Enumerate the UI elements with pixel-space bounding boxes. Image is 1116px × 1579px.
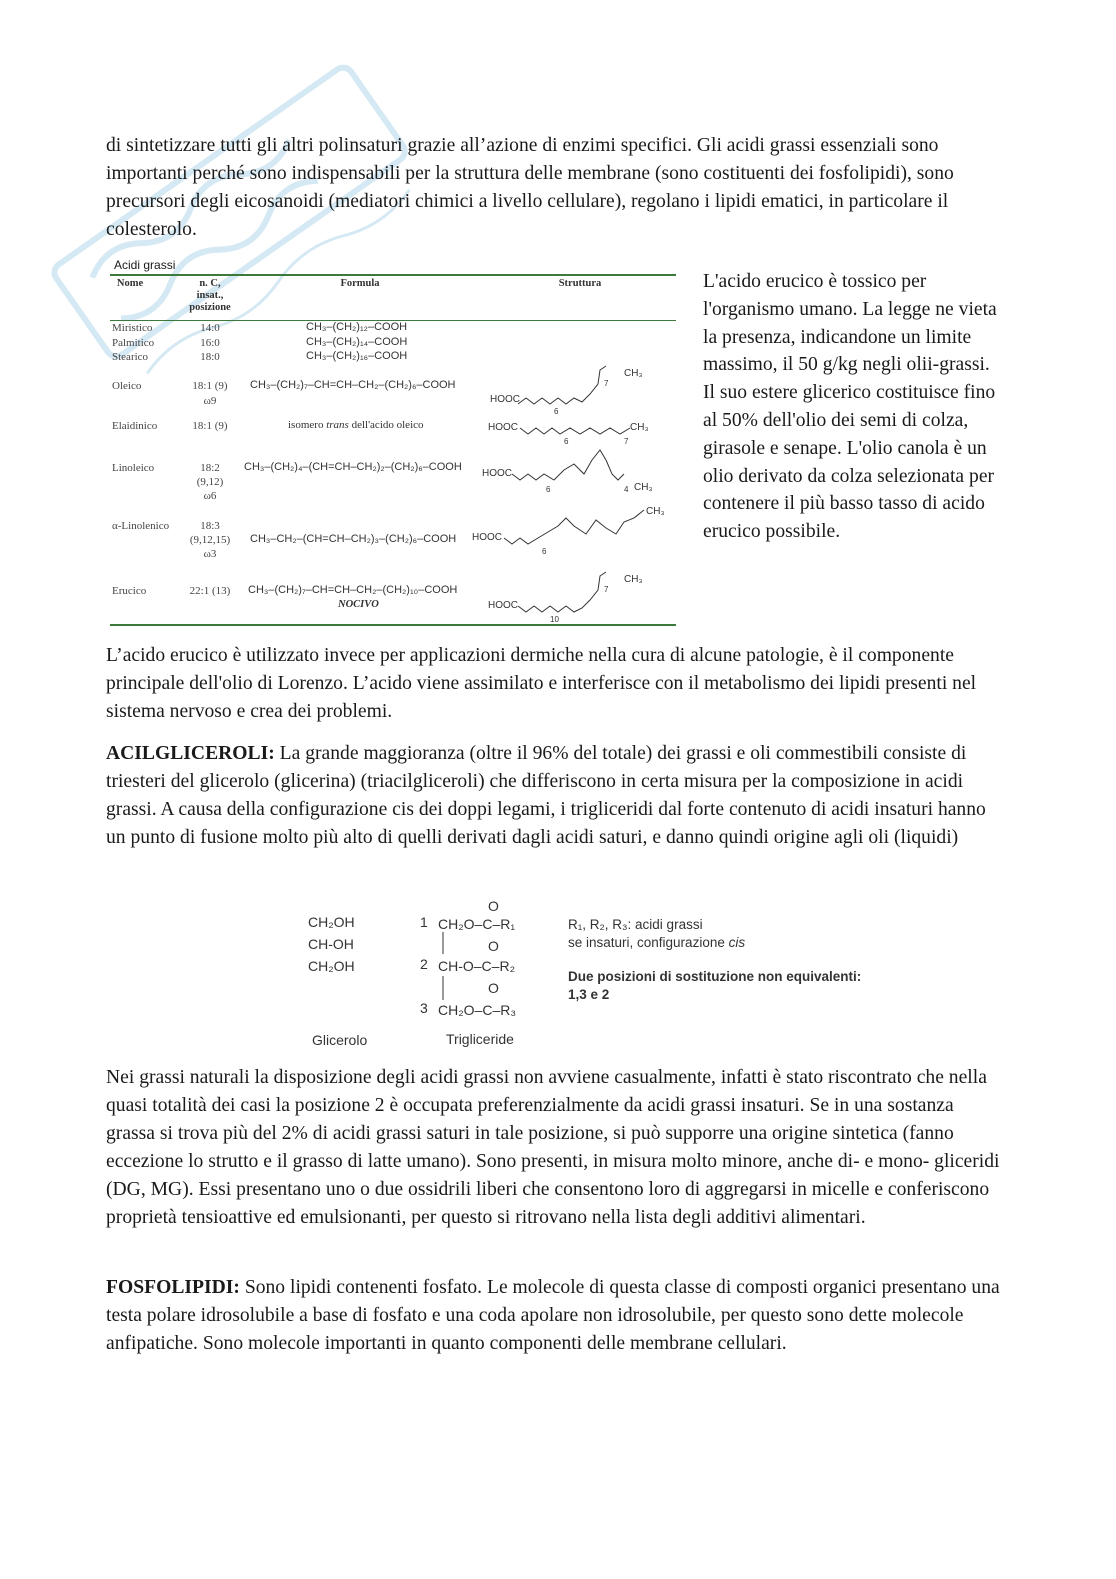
glycerol-line: CH₂OH [308, 958, 355, 974]
row-formula: CH₃–(CH₂)₇–CH=CH–CH₂–(CH₂)₁₀–COOH [248, 584, 458, 596]
row-name: Miristico [112, 322, 153, 334]
row-nc: 18:1 (9) [192, 420, 228, 432]
row-formula: CH₃–(CH₂)₁₆–COOH [306, 350, 408, 362]
row-nc: 18:3 [200, 520, 220, 532]
svg-text:CH₃: CH₃ [646, 506, 665, 517]
note-line: R₁, R₂, R₃: acidi grassi [568, 917, 703, 932]
tri-line: CH₂O–C–R₃ [438, 1002, 517, 1018]
paragraph-acylglycerols: ACILGLICEROLI: La grande maggioranza (oltre il 96% del totale) dei grassi e oli commestibili consiste di triesteri del glicerolo (glicerina) (triacilgliceroli) che differiscono in certa misura per la composizione in acidi grassi. A causa della configurazione cis dei doppi legami, i trigliceridi dal forte contenuto di acidi insaturi hanno un punto di fusione molto più alto di quelli derivati dagli acidi saturi, e danno quindi origine agli oli (liquidi) [106, 743, 986, 848]
header-nc: n. C, insat., posizione [189, 278, 231, 313]
svg-text:6: 6 [564, 437, 569, 446]
row-nc: 14:0 [200, 322, 220, 334]
row-name: Stearico [112, 351, 149, 363]
row-nc-positions: (9,12,15) [189, 534, 231, 546]
row-nc: 22:1 (13) [189, 585, 231, 597]
row-formula: CH₃–(CH₂)₁₄–COOH [306, 336, 408, 348]
heading-acylglycerols: ACILGLICEROLI: [106, 743, 275, 764]
header-name: Nome [116, 278, 144, 289]
row-formula: CH₃–CH₂–(CH=CH–CH₂)₃–(CH₂)₆–COOH [250, 533, 457, 545]
tri-number: 1 [420, 914, 428, 930]
oxygen-label: O [488, 938, 499, 954]
row-name: Elaidinico [112, 420, 158, 432]
note-line: se insaturi, configurazione cis [568, 935, 746, 950]
row-nc: 16:0 [200, 337, 220, 349]
svg-text:CH₃: CH₃ [634, 482, 653, 493]
glycerol-triglyceride-figure [300, 890, 940, 1060]
oxygen-label: O [488, 898, 499, 914]
svg-text:7: 7 [604, 379, 609, 388]
svg-text:CH₃: CH₃ [624, 368, 643, 379]
paragraph-phospholipids: FOSFOLIPIDI: Sono lipidi contenenti fosfato. Le molecole di questa classe di composti organici presentano una testa polare idrosolubile a base di fosfato e una coda apolare non idrosolubile, per questo sono dette molecole anfipatiche. Sono molecole importanti in quanto componenti delle membrane cellulari. [106, 1277, 1000, 1354]
svg-text:CH₃: CH₃ [630, 422, 649, 433]
svg-text:HOOC: HOOC [488, 422, 518, 433]
oleic-structure [486, 364, 666, 416]
svg-text:10: 10 [550, 615, 559, 624]
linolenic-structure [462, 500, 672, 558]
row-name: Palmitico [112, 337, 155, 349]
table-bottom-rule [110, 624, 676, 626]
erucic-structure [486, 568, 666, 626]
row-nc-omega: ω3 [203, 548, 217, 560]
row-formula: CH₃–(CH₂)₄–(CH=CH–CH₂)₂–(CH₂)₆–COOH [244, 461, 462, 473]
row-name: Oleico [112, 380, 142, 392]
table-title: Acidi grassi [114, 258, 176, 272]
tri-number: 2 [420, 956, 428, 972]
svg-text:CH₃: CH₃ [624, 574, 643, 585]
heading-phospholipids: FOSFOLIPIDI: [106, 1277, 240, 1298]
svg-text:HOOC: HOOC [488, 600, 518, 611]
svg-text:6: 6 [546, 485, 551, 494]
row-nc-omega: ω6 [203, 490, 217, 502]
row-nc-positions: (9,12) [196, 476, 224, 488]
glycerol-caption: Glicerolo [312, 1032, 368, 1048]
svg-text:HOOC: HOOC [482, 468, 512, 479]
svg-text:HOOC: HOOC [472, 532, 502, 543]
svg-text:4: 4 [624, 485, 629, 494]
svg-text:7: 7 [604, 585, 609, 594]
svg-text:6: 6 [554, 407, 559, 416]
svg-text:6: 6 [542, 547, 547, 556]
row-name: α-Linolenico [112, 520, 170, 532]
tri-line: CH-O–C–R₂ [438, 958, 515, 974]
glycerol-line: CH-OH [308, 936, 354, 952]
row-formula: CH₃–(CH₂)₁₂–COOH [306, 321, 408, 333]
row-name: Erucico [112, 585, 147, 597]
oxygen-label: O [488, 980, 499, 996]
header-structure: Struttura [558, 278, 602, 289]
tri-number: 3 [420, 1000, 428, 1016]
row-nc: 18:2 [200, 462, 220, 474]
note-line: Due posizioni di sostituzione non equivalenti: [568, 969, 862, 984]
row-nc-omega: ω9 [203, 395, 217, 407]
row-nc: 18:1 (9) [192, 380, 228, 392]
paragraph-natural-fats: Nei grassi naturali la disposizione degli acidi grassi non avviene casualmente, infatti è stato riscontrato che nella quasi totalità dei casi la posizione 2 è occupata preferenzialmente da acidi grassi insaturi. Se in una sostanza grassa si trova più del 2% di acidi grassi saturi in tale posizione, si può supporre una origine sintetica (fanno eccezione lo strutto e il grasso di latte umano). Sono presenti, in misura molto minore, anche di- e mono- gliceridi (DG, MG). Essi presentano uno o due ossidrili liberi che consentono loro di aggregarsi in micelle e conferiscono proprietà tensioattive ed emulsionanti, per questo si ritrovano nella lista degli additivi alimentari. [106, 1067, 1000, 1228]
tri-line: CH₂O–C–R₁ [438, 916, 516, 932]
fatty-acids-table [110, 258, 676, 628]
row-name: Linoleico [112, 462, 155, 474]
table-top-rule [110, 274, 676, 276]
header-formula: Formula [340, 278, 380, 289]
row-formula: CH₃–(CH₂)₇–CH=CH–CH₂–(CH₂)₆–COOH [250, 379, 456, 391]
note-line: 1,3 e 2 [568, 987, 610, 1002]
tri-backbone [440, 932, 446, 1002]
paragraph-intro: di sintetizzare tutti gli altri polinsaturi grazie all’azione di enzimi specifici. Gli acidi grassi essenziali sono importanti perché sono indispensabili per la struttura delle membrane (sono costituenti dei fosfolipidi), sono precursori degli eicosanoidi (mediatori chimici a livello cellulare), regolano i lipidi ematici, in particolare il colesterolo. [106, 135, 954, 240]
row-note: NOCIVO [338, 599, 379, 610]
triglyceride-caption: Trigliceride [446, 1031, 514, 1047]
row-nc: 18:0 [200, 351, 220, 363]
glycerol-line: CH₂OH [308, 914, 355, 930]
linoleic-structure [474, 444, 674, 498]
svg-text:HOOC: HOOC [490, 394, 520, 405]
erucic-sidebar-text: L'acido erucico è tossico per l'organismo umano. La legge ne vieta la presenza, indicandone un limite massimo, il 50 g/kg negli olii-grassi. Il suo estere glicerico costituisce fino al 50% dell'olio dei semi di colza, girasole e senape. L'olio canola è un olio derivato da colza selezionata per contenere il più basso tasso di acido erucico possibile. [703, 271, 997, 543]
paragraph-erucic-use: L’acido erucico è utilizzato invece per applicazioni dermiche nella cura di alcune patologie, è il componente principale dell'olio di Lorenzo. L’acido viene assimilato e interferisce con il metabolismo dei lipidi presenti nel sistema nervoso e crea dei problemi. [106, 645, 977, 722]
svg-text:7: 7 [624, 437, 629, 446]
row-formula: isomero trans dell'acido oleico [288, 419, 424, 431]
